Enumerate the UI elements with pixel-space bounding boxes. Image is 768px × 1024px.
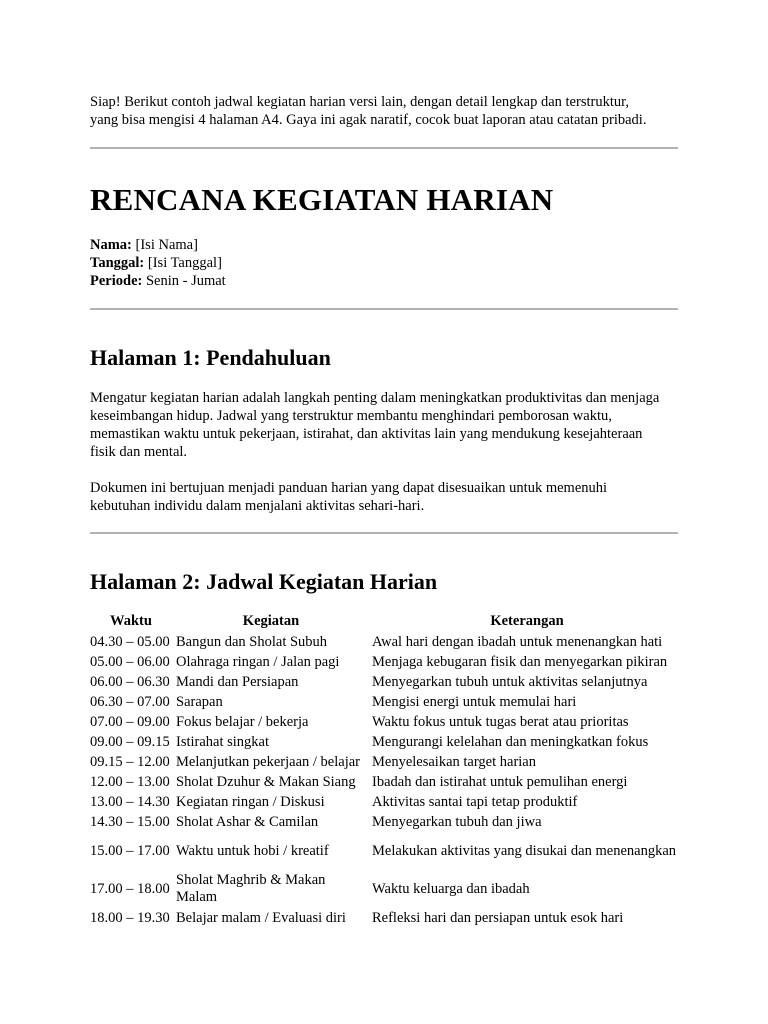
cell-activity: Waktu untuk hobi / kreatif bbox=[176, 842, 329, 859]
cell-note: Menyelesaikan target harian bbox=[372, 753, 536, 770]
table-row bbox=[88, 712, 684, 732]
schedule-table bbox=[88, 612, 684, 928]
meta-name bbox=[90, 236, 226, 254]
cell-note: Menjaga kebugaran fisik dan menyegarkan pikiran bbox=[372, 653, 668, 670]
column-header: Kegiatan bbox=[242, 613, 300, 629]
table-row bbox=[88, 772, 684, 792]
table-body bbox=[88, 632, 684, 928]
cell-time: 17.00 – 18.00 bbox=[90, 880, 170, 897]
cell-time: 04.30 – 05.00 bbox=[90, 633, 170, 650]
cell-note: Menyegarkan tubuh untuk aktivitas selanjutnya bbox=[372, 673, 648, 690]
cell-note: Waktu keluarga dan ibadah bbox=[372, 880, 530, 897]
meta-label: Nama: bbox=[90, 237, 132, 253]
meta-period bbox=[90, 272, 226, 290]
column-header: Keterangan bbox=[490, 613, 564, 629]
cell-time: 06.30 – 07.00 bbox=[90, 693, 170, 710]
intro-line-1: Siap! Berikut contoh jadwal kegiatan harian versi lain, dengan detail lengkap dan terstruktur, bbox=[90, 94, 629, 110]
divider bbox=[90, 308, 678, 310]
cell-note: Refleksi hari dan persiapan untuk esok hari bbox=[372, 909, 624, 926]
cell-time: 14.30 – 15.00 bbox=[90, 813, 170, 830]
cell-activity: Kegiatan ringan / Diskusi bbox=[176, 793, 325, 810]
meta-value: Senin - Jumat bbox=[145, 273, 226, 289]
meta-value: [Isi Tanggal] bbox=[147, 255, 222, 271]
cell-activity: Fokus belajar / bekerja bbox=[176, 713, 309, 730]
cell-activity: Sholat Maghrib & Makan Malam bbox=[176, 872, 326, 905]
intro-text bbox=[90, 93, 690, 129]
cell-activity: Olahraga ringan / Jalan pagi bbox=[176, 653, 340, 670]
table-row bbox=[88, 812, 684, 832]
table-row bbox=[88, 792, 684, 812]
cell-note: Mengisi energi untuk memulai hari bbox=[372, 693, 577, 710]
meta-date bbox=[90, 254, 226, 272]
cell-activity: Mandi dan Persiapan bbox=[176, 673, 299, 690]
cell-note: Melakukan aktivitas yang disukai dan menenangkan bbox=[372, 842, 677, 859]
paragraph: Mengatur kegiatan harian adalah langkah penting dalam meningkatkan produktivitas dan menjaga keseimbangan hidup. Jadwal yang terstruktur membantu menghindari pemborosan waktu, memastikan waktu untuk pekerjaan, istirahat, dan aktivitas lain yang mendukung kesejahteraan fisik dan mental. bbox=[90, 390, 660, 460]
meta-value: [Isi Nama] bbox=[135, 237, 198, 253]
table-row bbox=[88, 832, 684, 870]
divider bbox=[90, 532, 678, 534]
cell-activity: Bangun dan Sholat Subuh bbox=[176, 633, 328, 650]
cell-note: Aktivitas santai tapi tetap produktif bbox=[372, 793, 578, 810]
cell-time: 06.00 – 06.30 bbox=[90, 673, 170, 690]
cell-time: 07.00 – 09.00 bbox=[90, 713, 170, 730]
table-row bbox=[88, 652, 684, 672]
table-row bbox=[88, 908, 684, 928]
section-heading: Halaman 2: Jadwal Kegiatan Harian bbox=[90, 569, 438, 594]
document-meta bbox=[90, 236, 226, 290]
table-row bbox=[88, 672, 684, 692]
table-row bbox=[88, 870, 684, 908]
document-title: RENCANA KEGIATAN HARIAN bbox=[90, 182, 554, 217]
cell-time: 18.00 – 19.30 bbox=[90, 909, 170, 926]
cell-note: Mengurangi kelelahan dan meningkatkan fokus bbox=[372, 733, 649, 750]
cell-note: Waktu fokus untuk tugas berat atau prioritas bbox=[372, 713, 629, 730]
intro-line-2: yang bisa mengisi 4 halaman A4. Gaya ini agak naratif, cocok buat laporan atau catatan pribadi. bbox=[90, 112, 647, 128]
cell-activity: Istirahat singkat bbox=[176, 733, 270, 750]
paragraph: Dokumen ini bertujuan menjadi panduan harian yang dapat disesuaikan untuk memenuhi kebutuhan individu dalam menjalani aktivitas sehari-hari. bbox=[90, 480, 608, 514]
cell-time: 13.00 – 14.30 bbox=[90, 793, 170, 810]
cell-activity: Sarapan bbox=[176, 693, 223, 710]
column-header: Waktu bbox=[110, 613, 152, 629]
cell-time: 09.15 – 12.00 bbox=[90, 753, 170, 770]
cell-activity: Sholat Ashar & Camilan bbox=[176, 813, 319, 830]
section-heading: Halaman 1: Pendahuluan bbox=[90, 345, 331, 370]
cell-time: 12.00 – 13.00 bbox=[90, 773, 170, 790]
cell-time: 15.00 – 17.00 bbox=[90, 842, 170, 859]
cell-activity: Melanjutkan pekerjaan / belajar bbox=[176, 753, 360, 770]
cell-activity: Belajar malam / Evaluasi diri bbox=[176, 909, 346, 926]
cell-time: 09.00 – 09.15 bbox=[90, 733, 170, 750]
table-row bbox=[88, 692, 684, 712]
table-row bbox=[88, 752, 684, 772]
table-row bbox=[88, 632, 684, 652]
divider bbox=[90, 147, 678, 149]
cell-note: Awal hari dengan ibadah untuk menenangkan hati bbox=[372, 633, 663, 650]
cell-time: 05.00 – 06.00 bbox=[90, 653, 170, 670]
table-header-row bbox=[88, 612, 684, 632]
cell-note: Menyegarkan tubuh dan jiwa bbox=[372, 813, 542, 830]
meta-label: Tanggal: bbox=[90, 255, 145, 271]
table-row bbox=[88, 732, 684, 752]
meta-label: Periode: bbox=[90, 273, 143, 289]
cell-activity: Sholat Dzuhur & Makan Siang bbox=[176, 773, 356, 790]
cell-note: Ibadah dan istirahat untuk pemulihan energi bbox=[372, 773, 628, 790]
